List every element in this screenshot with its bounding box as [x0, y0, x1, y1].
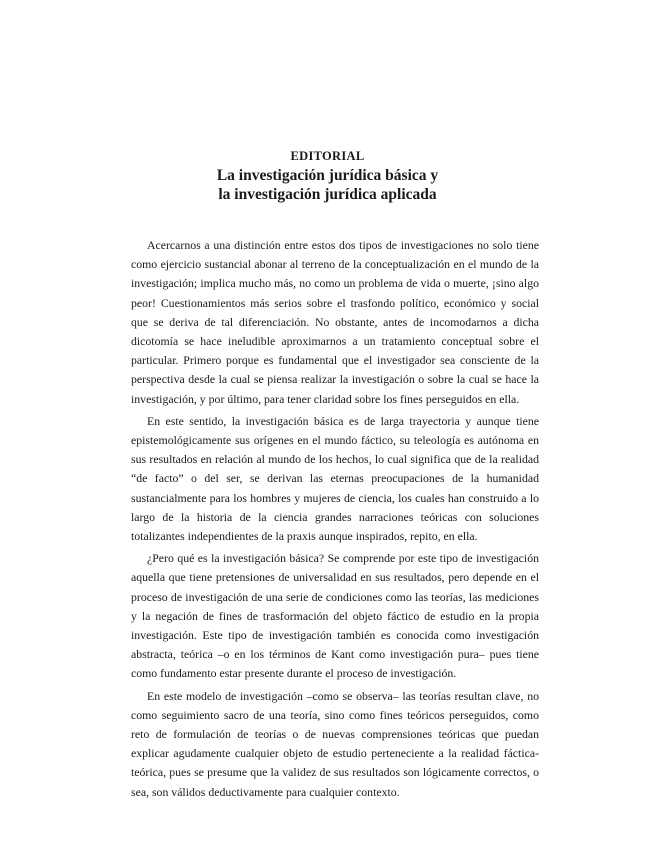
title-line-1: La investigación jurídica básica y [216, 167, 439, 184]
section-kicker: EDITORIAL [290, 149, 365, 163]
paragraph: ¿Pero qué es la investigación básica? Se comprende por este tipo de investigación aquella que tiene pretensiones de universalidad en sus resultados, pero depende en el proceso de investigación de una serie de condiciones como las teorías, las mediciones y la negación de fines de trasformación del objeto fáctico de estudio en la propia investigación. Este tipo de investigación también es conocida como investigación abstracta, teórica –o en los términos de Kant como investigación pura– pues tiene como fundamento estar presente durante el proceso de investigación. [131, 551, 539, 681]
editorial-header [0, 148, 655, 204]
title-line-2: la investigación jurídica aplicada [218, 186, 437, 203]
paragraph: Acercarnos a una distinción entre estos dos tipos de investigaciones no solo tiene como ejercicio sustancial abonar al terreno de la conceptualización en el mundo de la investigación; implica mucho más, no como un problema de vida o muerte, ¡sino algo peor! Cuestionamientos más serios sobre el trasfondo político, económico y social que se deriva de tal diferenciación. No obstante, antes de incomodarnos a dicha dicotomía se hace ineludible aproximarnos a un tratamiento conceptual sobre el particular. Primero porque es fundamental que el investigador sea consciente de la perspectiva desde la cual se piensa realizar la investigación o sobre la cual se hace la investigación, y por último, para tener claridad sobre los fines perseguidos en ella. [131, 238, 539, 406]
page-title [0, 166, 655, 204]
paragraph: En este sentido, la investigación básica es de larga trayectoria y aunque tiene epistemológicamente sus orígenes en el mundo fáctico, su teleología es autónoma en sus resultados en relación al mundo de los hechos, lo cual significa que de la realidad “de facto” o del ser, se derivan las eternas preocupaciones de la humanidad sustancialmente para los hombres y mujeres de ciencia, los cuales han construido a lo largo de la historia de la ciencia grandes narraciones teóricas con soluciones totalizantes independientes de la praxis aunque inspirados, repito, en ella. [131, 413, 539, 544]
body-text [131, 236, 539, 802]
paragraph: En este modelo de investigación –como se observa– las teorías resultan clave, no como seguimiento sacro de una teoría, sino como fines teóricos perseguidos, como reto de formulación de teorías o de nuevas comprensiones teóricas que puedan explicar agudamente cualquier objeto de estudio perteneciente a la realidad fáctica-teórica, pues se presume que la validez de sus resultados son lógicamente correctos, o sea, son válidos deductivamente para cualquier contexto. [131, 688, 539, 799]
